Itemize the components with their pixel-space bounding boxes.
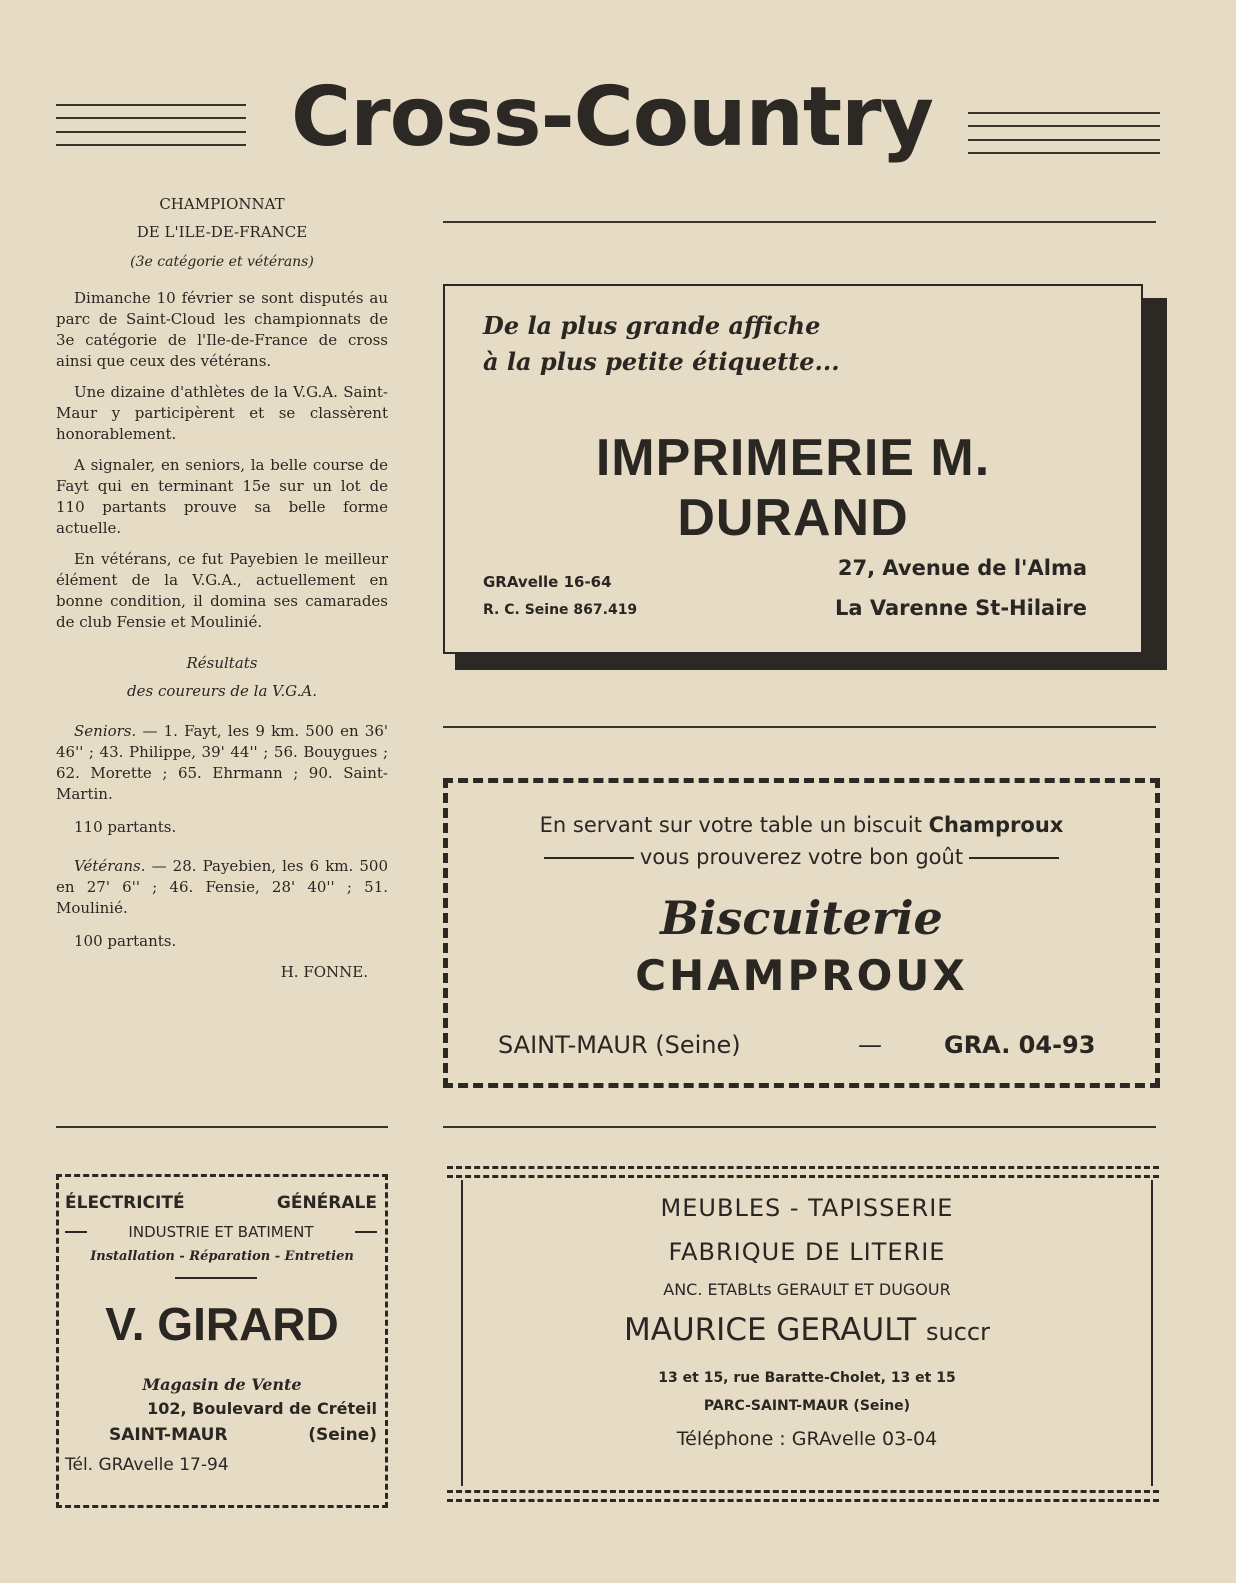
article-paragraph: Une dizaine d'athlètes de la V.G.A. Saint-Maur y participèrent et se classèrent honorablement. [56, 383, 388, 443]
ad-gerault-line-3: ANC. ETABLts GERAULT ET DUGOUR [663, 1280, 951, 1299]
article-paragraph: Dimanche 10 février se sont disputés au parc de Saint-Cloud les championnats de 3e catégorie de l'Ile-de-France de cross ainsi que ceux des vétérans. [56, 289, 388, 370]
ad-girard-line-2: INDUSTRIE ET BATIMENT [128, 1223, 314, 1241]
ad-gerault [461, 1180, 1153, 1486]
veterans-text: — 28. Payebien, les 6 km. 500 en 27' 6'' ; 46. Fensie, 28' 40'' ; 51. Moulinié. [56, 857, 388, 917]
ad-durand-address-2: La Varenne St-Hilaire [834, 596, 1087, 620]
seniors-results [56, 721, 388, 805]
page-title: Cross-Country [291, 70, 933, 165]
seniors-label: Seniors. [74, 722, 137, 740]
article [56, 190, 388, 983]
ad-girard-line-1a: ÉLECTRICITÉ [65, 1193, 185, 1213]
ad-girard [56, 1174, 388, 1508]
divider [56, 1126, 388, 1128]
ad-girard-dept: (Seine) [308, 1425, 377, 1445]
ad-gerault-line-1: MEUBLES - TAPISSERIE [660, 1194, 954, 1222]
ad-champroux-brand: CHAMPROUX [635, 951, 968, 1000]
seniors-count: 110 partants. [74, 818, 177, 836]
ad-girard-address: 102, Boulevard de Créteil [147, 1399, 377, 1418]
divider [175, 1277, 257, 1279]
ad-durand-rc: R. C. Seine 867.419 [483, 602, 638, 618]
article-paragraph: A signaler, en seniors, la belle course de Fayt qui en terminant 15e sur un lot de 110 partants prouve sa belle forme actuelle. [56, 456, 388, 537]
article-heading-2: DE L'ILE-DE-FRANCE [136, 223, 308, 241]
results-subtitle: des coureurs de la V.G.A. [127, 682, 317, 700]
ad-durand [443, 284, 1143, 654]
divider [443, 726, 1156, 728]
ad-gerault-bottom-border [447, 1490, 1159, 1502]
ad-gerault-address-1: 13 et 15, rue Baratte-Cholet, 13 et 15 [658, 1370, 956, 1386]
ad-durand-slogan-2: à la plus petite étiquette... [483, 347, 840, 376]
ad-durand-name: IMPRIMERIE M. DURAND [595, 429, 991, 547]
article-heading-1: CHAMPIONNAT [159, 195, 285, 213]
divider [443, 1126, 1156, 1128]
article-subtitle: (3e catégorie et vétérans) [130, 254, 314, 270]
ad-champroux-line-1a: En servant sur votre table un biscuit [539, 813, 929, 837]
ad-gerault-name: MAURICE GERAULT [624, 1312, 917, 1348]
results-title: Résultats [186, 654, 258, 672]
ad-girard-name: V. GIRARD [105, 1298, 339, 1350]
title-rule-right [968, 112, 1160, 154]
article-paragraph: En vétérans, ce fut Payebien le meilleur élément de la V.G.A., actuellement en bonne condition, il domina ses camarades de club Fensie et Moulinié. [56, 550, 388, 631]
ad-gerault-top-border [447, 1166, 1159, 1178]
ad-champroux-script: Biscuiterie [660, 891, 943, 945]
ad-gerault-address-2: PARC-SAINT-MAUR (Seine) [703, 1398, 911, 1414]
ad-durand-phone: GRAvelle 16-64 [483, 573, 612, 591]
ad-durand-address-1: 27, Avenue de l'Alma [837, 556, 1087, 580]
veterans-count: 100 partants. [74, 932, 177, 950]
divider [443, 221, 1156, 223]
ad-gerault-phone: Téléphone : GRAvelle 03-04 [676, 1428, 938, 1450]
ad-girard-phone: Tél. GRAvelle 17-94 [65, 1455, 229, 1475]
veterans-label: Vétérans. [74, 857, 146, 875]
ad-durand-slogan-1: De la plus grande affiche [483, 311, 821, 340]
veterans-results [56, 856, 388, 919]
article-author: H. FONNE. [280, 963, 368, 981]
ad-gerault-line-2: FABRIQUE DE LITERIE [668, 1238, 946, 1266]
ad-girard-city: SAINT-MAUR [109, 1425, 228, 1445]
ad-gerault-succ: succr [926, 1318, 990, 1346]
title-rule-left [56, 104, 246, 146]
ad-champroux-dash: — [858, 1031, 882, 1059]
ad-champroux-city: SAINT-MAUR (Seine) [498, 1031, 741, 1059]
ad-girard-shop: Magasin de Vente [142, 1375, 302, 1394]
seniors-text: — 1. Fayt, les 9 km. 500 en 36' 46'' ; 43. Philippe, 39' 44'' ; 56. Bouygues ; 62. Morette ; 65. Ehrmann ; 90. Saint-Martin. [56, 722, 388, 803]
ad-champroux-line-2: vous prouverez votre bon goût [639, 845, 964, 869]
ad-girard-line-3: Installation - Réparation - Entretien [90, 1249, 354, 1264]
ad-champroux-phone: GRA. 04-93 [944, 1031, 1096, 1059]
ad-champroux-line-1b: Champroux [928, 813, 1064, 837]
ad-champroux [443, 778, 1160, 1088]
ad-girard-line-1b: GÉNÉRALE [276, 1193, 377, 1213]
